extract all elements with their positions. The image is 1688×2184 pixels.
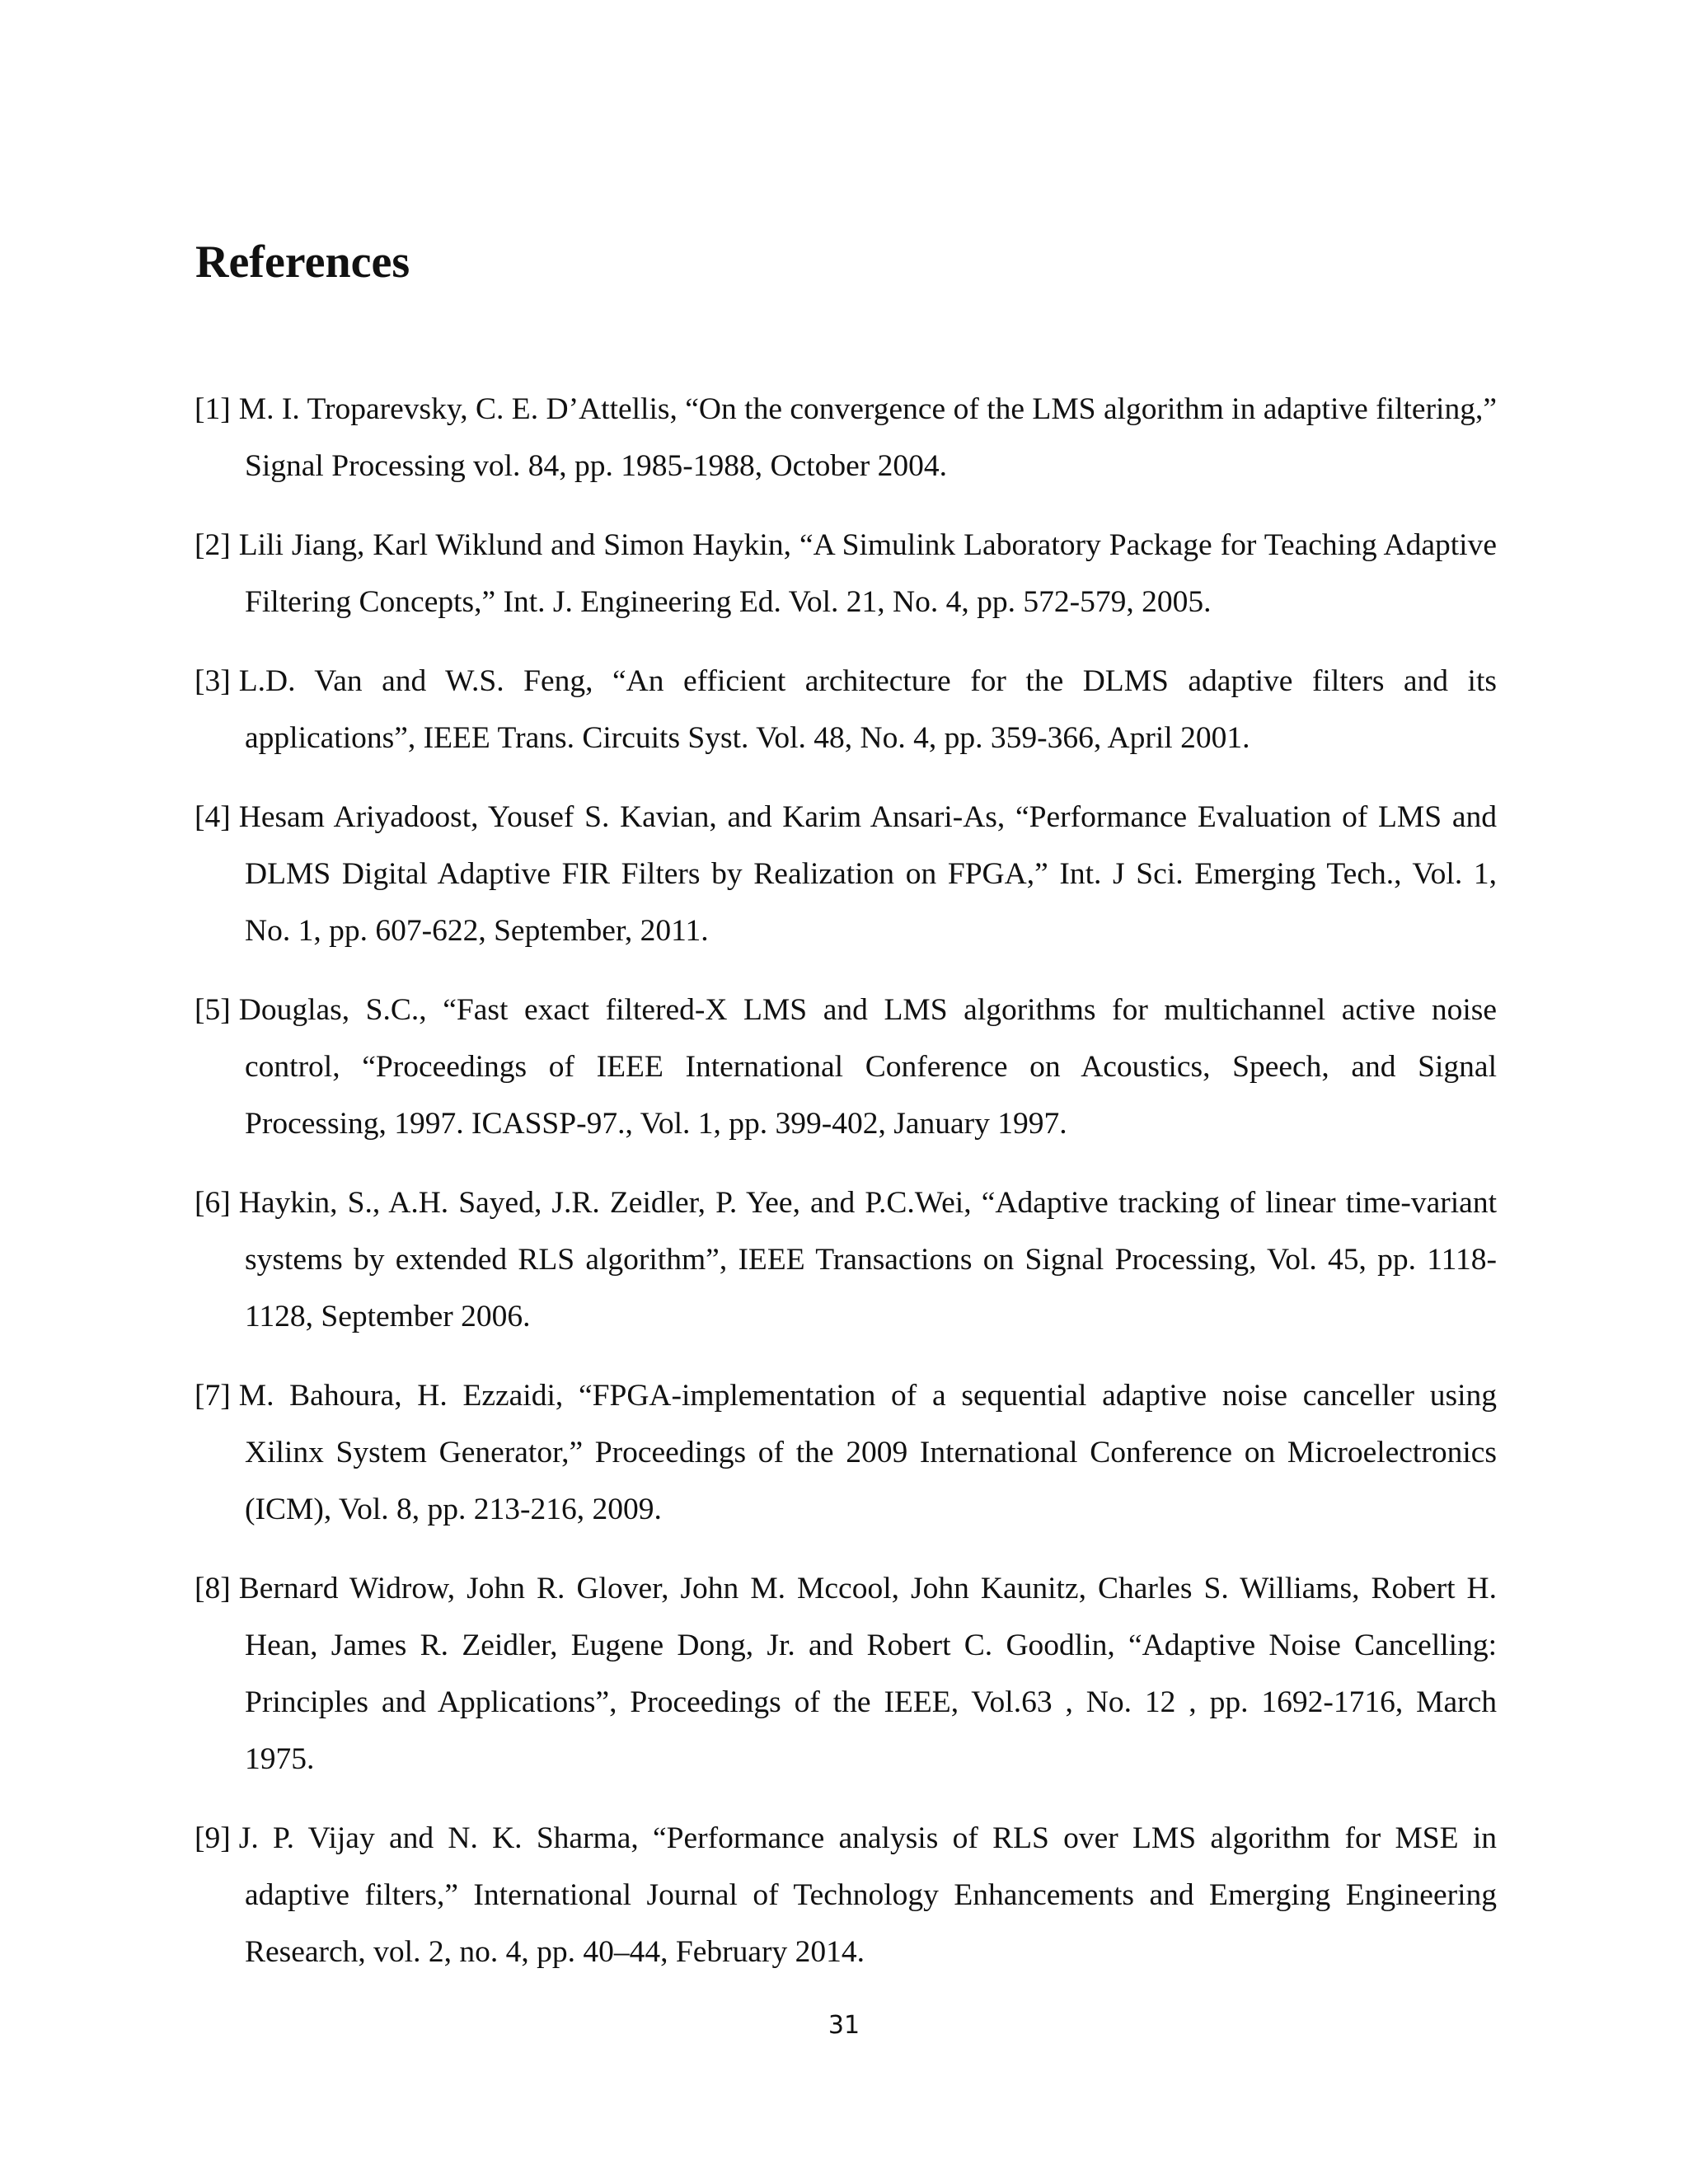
reference-item: [195, 1560, 1497, 1788]
reference-number: [9]: [195, 1821, 231, 1855]
reference-text: M. I. Troparevsky, C. E. D’Attellis, “On the convergence of the LMS algorithm in adaptive filtering,” Signal Processing vol. 84, pp. 1985-1988, October 2004.: [238, 392, 1497, 483]
reference-number: [3]: [195, 664, 231, 698]
reference-text: Bernard Widrow, John R. Glover, John M. Mccool, John Kaunitz, Charles S. Williams, Robert H. Hean, James R. Zeidler, Eugene Dong, Jr. and Robert C. Goodlin, “Adaptive Noise Cancelling: Principles and Applications”, Proceedings of the IEEE, Vol.63 , No. 12 , pp. 1692-1716, March 1975.: [238, 1572, 1497, 1776]
reference-number: [7]: [195, 1379, 231, 1413]
reference-item: [195, 653, 1497, 766]
reference-text: L.D. Van and W.S. Feng, “An efficient architecture for the DLMS adaptive filters and its applications”, IEEE Trans. Circuits Syst. Vol. 48, No. 4, pp. 359-366, April 2001.: [238, 664, 1497, 755]
reference-item: [195, 982, 1497, 1152]
reference-list: [195, 381, 1497, 2003]
reference-text: Douglas, S.C., “Fast exact filtered-X LMS and LMS algorithms for multichannel active noise control, “Proceedings of IEEE International Conference on Acoustics, Speech, and Signal Processing, 1997. ICASSP-97., Vol. 1, pp. 399-402, January 1997.: [238, 993, 1497, 1141]
page-title: References: [195, 237, 410, 288]
reference-text: M. Bahoura, H. Ezzaidi, “FPGA-implementation of a sequential adaptive noise canceller using Xilinx System Generator,” Proceedings of the 2009 International Conference on Microelectronics (ICM), Vol. 8, pp. 213-216, 2009.: [238, 1379, 1497, 1526]
reference-number: [5]: [195, 993, 231, 1027]
reference-item: [195, 1367, 1497, 1538]
page-number: 31: [828, 2011, 860, 2040]
reference-number: [8]: [195, 1572, 231, 1605]
reference-number: [1]: [195, 392, 231, 426]
reference-number: [4]: [195, 800, 231, 834]
reference-item: [195, 381, 1497, 494]
reference-item: [195, 1174, 1497, 1345]
reference-text: Haykin, S., A.H. Sayed, J.R. Zeidler, P. Yee, and P.C.Wei, “Adaptive tracking of linear time-variant systems by extended RLS algorithm”, IEEE Transactions on Signal Processing, Vol. 45, pp. 1118-1128, September 2006.: [238, 1186, 1497, 1333]
reference-number: [6]: [195, 1186, 231, 1220]
reference-number: [2]: [195, 528, 231, 562]
reference-item: [195, 789, 1497, 959]
reference-text: Hesam Ariyadoost, Yousef S. Kavian, and Karim Ansari-As, “Performance Evaluation of LMS and DLMS Digital Adaptive FIR Filters by Realization on FPGA,” Int. J Sci. Emerging Tech., Vol. 1, No. 1, pp. 607-622, September, 2011.: [238, 800, 1497, 948]
reference-text: J. P. Vijay and N. K. Sharma, “Performance analysis of RLS over LMS algorithm for MSE in adaptive filters,” International Journal of Technology Enhancements and Emerging Engineering Research, vol. 2, no. 4, pp. 40–44, February 2014.: [238, 1821, 1497, 1969]
reference-text: Lili Jiang, Karl Wiklund and Simon Haykin, “A Simulink Laboratory Package for Teaching Adaptive Filtering Concepts,” Int. J. Engineering Ed. Vol. 21, No. 4, pp. 572-579, 2005.: [238, 528, 1497, 619]
reference-item: [195, 1810, 1497, 1980]
reference-item: [195, 517, 1497, 630]
